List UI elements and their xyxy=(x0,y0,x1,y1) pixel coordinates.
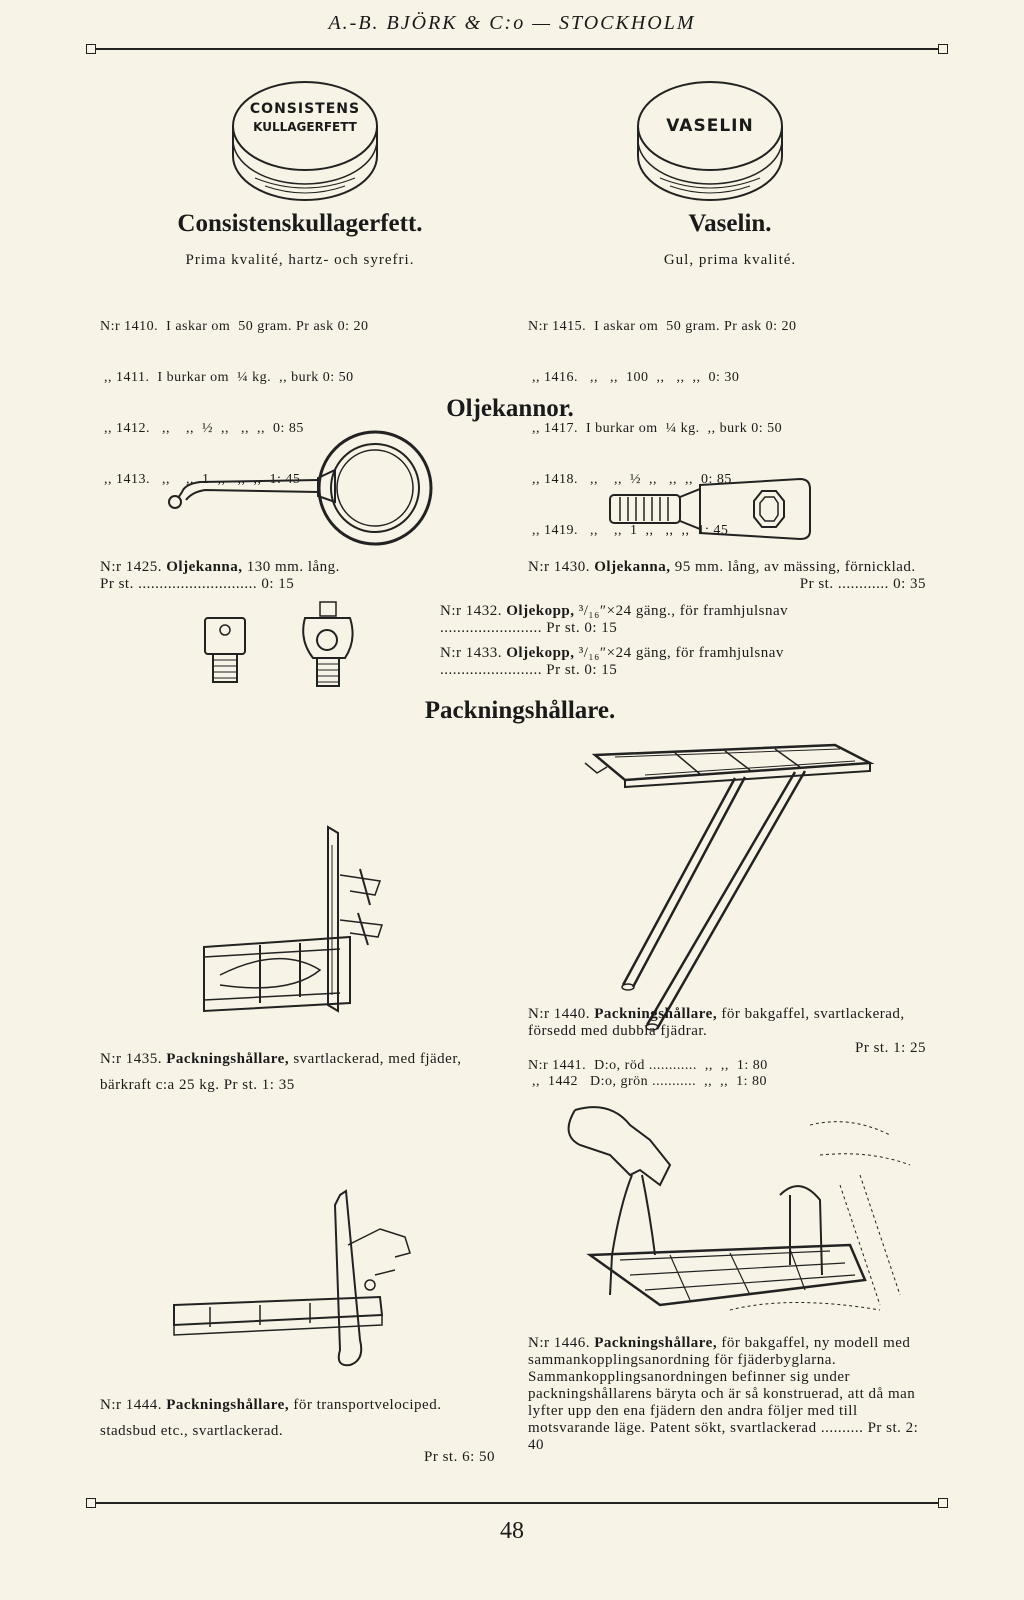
item-desc: ³/₁₆″×24 gäng, för framhjulsnav xyxy=(578,645,784,661)
item-number: N:r 1432. xyxy=(440,603,502,619)
spring-rack-1435-illustration xyxy=(200,825,400,1025)
transport-rack-1444-illustration xyxy=(170,1185,450,1370)
item-number: N:r 1430. xyxy=(528,559,590,575)
item-1441: N:r 1441. D:o, röd ............ ,, ,, 1: 80 xyxy=(528,1058,768,1073)
item-price: Pr st. 6: 50 xyxy=(423,1449,495,1465)
price-row: ,, 1418. ,, ,, ½ ,, ,, ,, 0: 85 xyxy=(528,472,732,487)
item-1433 xyxy=(440,645,840,679)
item-1425 xyxy=(100,559,455,593)
consistens-subtitle: Prima kvalité, hartz- och syrefri. xyxy=(185,252,415,268)
price-row: ,, 1417. I burkar om ¼ kg. ,, burk 0: 50 xyxy=(528,421,783,436)
item-desc: för bakgaffel, svartlackerad, försedd med dubbla fjädrar. xyxy=(528,1006,905,1039)
item-number: N:r 1440. xyxy=(528,1006,590,1022)
top-left-corner xyxy=(86,44,96,54)
consistens-tin-label-1: CONSISTENS xyxy=(249,101,361,117)
page-header: A.-B. BJÖRK & C:o — STOCKHOLM xyxy=(328,12,696,34)
item-1446 xyxy=(528,1335,926,1454)
item-name: Packningshållare, xyxy=(166,1397,290,1413)
item-name: Packningshållare, xyxy=(166,1051,290,1067)
consistens-title: Consistenskullagerfett. xyxy=(177,210,423,237)
page-number: 48 xyxy=(500,1518,524,1544)
item-number: N:r 1425. xyxy=(100,559,162,575)
item-number: N:r 1433. xyxy=(440,645,502,661)
item-name: Oljekanna, xyxy=(594,559,671,575)
bottom-rule xyxy=(92,1502,940,1504)
item-price: ........................ Pr st. 0: 15 xyxy=(440,662,618,678)
item-number: N:r 1435. xyxy=(100,1051,162,1067)
rear-rack-1440-illustration xyxy=(585,745,875,1030)
item-desc: svartlackerad, med fjäder, bärkraft c:a 25 kg. Pr st. 1: 35 xyxy=(100,1051,462,1093)
top-rule xyxy=(92,48,940,50)
round-oil-can-illustration xyxy=(160,430,440,550)
item-desc: 130 mm. lång. xyxy=(246,559,340,575)
item-name: Oljekopp, xyxy=(506,645,575,661)
price-row: ,, 1411. I burkar om ¼ kg. ,, burk 0: 50 xyxy=(100,370,354,385)
hand-rack-1446-illustration xyxy=(550,1095,925,1330)
item-desc: ³/₁₆″×24 gäng., för framhjulsnav xyxy=(578,603,789,619)
item-1430 xyxy=(528,559,926,593)
price-row: ,, 1413. ,, ,, 1 ,, ,, ,, 1: 45 xyxy=(100,472,301,487)
item-1444 xyxy=(100,1392,495,1470)
item-1432 xyxy=(440,603,840,637)
item-name: Oljekopp, xyxy=(506,603,575,619)
item-name: Oljekanna, xyxy=(166,559,243,575)
top-right-corner xyxy=(938,44,948,54)
item-price: Pr st. ............................ 0: 15 xyxy=(100,576,295,592)
bottom-left-corner xyxy=(86,1498,96,1508)
item-desc: för transportvelociped. stadsbud etc., svartlackerad. xyxy=(100,1397,442,1439)
price-row: ,, 1416. ,, ,, 100 ,, ,, ,, 0: 30 xyxy=(528,370,740,385)
vaselin-tin-illustration xyxy=(630,78,790,208)
item-number: N:r 1444. xyxy=(100,1397,162,1413)
price-row: N:r 1415. I askar om 50 gram. Pr ask 0: 20 xyxy=(528,319,797,334)
price-row: ,, 1419. ,, ,, 1 ,, ,, ,, 1: 45 xyxy=(528,523,729,538)
price-row: N:r 1410. I askar om 50 gram. Pr ask 0: 20 xyxy=(100,319,369,334)
item-desc: för bakgaffel, ny modell med sammankopplingsanordning för fjäderbyglarna. Sammankopplingsanordningen befinner sig under packningshållarens bäryta och är så konstruerad, att då man lyfter upp den ena fjädern den andra följer med till motsvarande läge. Patent sökt, svartlackerad .......... Pr st. 2: 40 xyxy=(528,1335,919,1453)
item-1442: ,, 1442 D:o, grön ........... ,, ,, 1: 80 xyxy=(528,1074,768,1089)
item-name: Packningshållare, xyxy=(594,1006,718,1022)
item-name: Packningshållare, xyxy=(594,1335,718,1351)
item-price: Pr st. 1: 25 xyxy=(854,1040,926,1056)
vaselin-title: Vaselin. xyxy=(688,210,772,237)
vaselin-subtitle: Gul, prima kvalité. xyxy=(663,252,797,268)
item-price: ........................ Pr st. 0: 15 xyxy=(440,620,618,636)
oljekannor-title: Oljekannor. xyxy=(446,395,574,422)
item-1440 xyxy=(528,1006,926,1057)
consistens-tin-label-2: KULLAGERFETT xyxy=(253,120,357,134)
vaselin-tin-label: VASELIN xyxy=(666,116,754,136)
item-desc: 95 mm. lång, av mässing, förnicklad. xyxy=(674,559,916,575)
packning-title: Packningshållare. xyxy=(424,697,616,724)
bottom-right-corner xyxy=(938,1498,948,1508)
item-1435 xyxy=(100,1046,500,1098)
consistens-tin-illustration xyxy=(225,78,385,208)
item-price: Pr st. ............ 0: 35 xyxy=(799,576,926,592)
flat-oil-can-illustration xyxy=(600,475,820,545)
oil-cups-illustration xyxy=(195,600,365,700)
item-number: N:r 1446. xyxy=(528,1335,590,1351)
price-row: ,, 1412. ,, ,, ½ ,, ,, ,, 0: 85 xyxy=(100,421,304,436)
